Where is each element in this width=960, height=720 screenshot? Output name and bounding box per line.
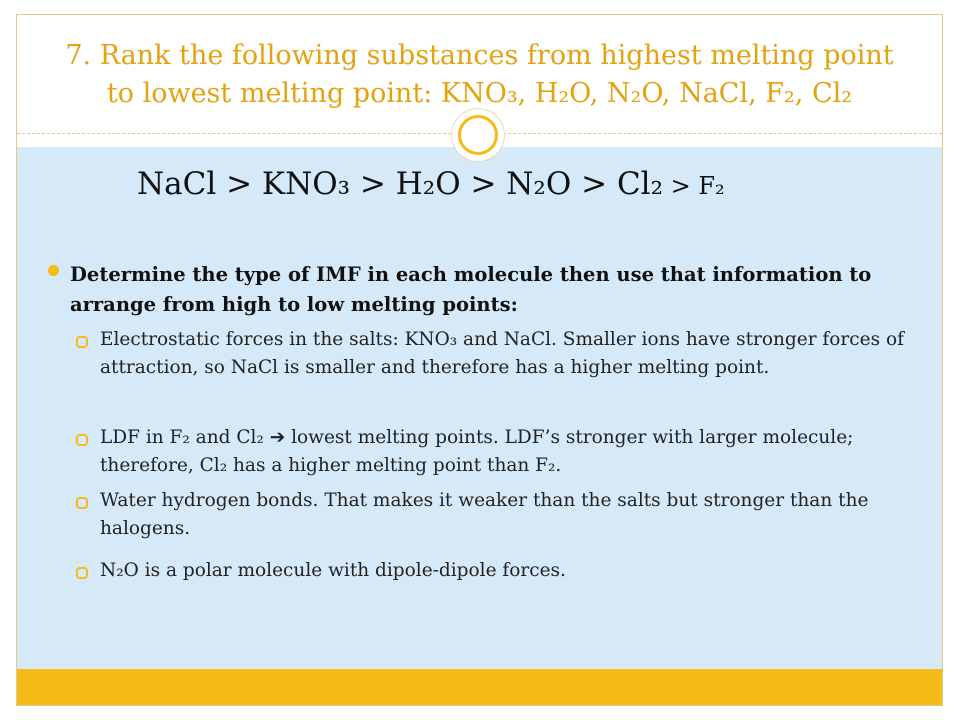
sub-bullet-ldf: LDF in F₂ and Cl₂ ➔ lowest melting points. LDF’s stronger with larger molecule; therefore, Cl₂ has a higher melting point than F₂. bbox=[100, 427, 854, 476]
hollow-square-bullet-icon bbox=[76, 497, 88, 509]
sub-bullet-n2o: N₂O is a polar molecule with dipole-dipole forces. bbox=[100, 560, 566, 581]
main-bullet-text: Determine the type of IMF in each molecule then use that information to arrange from high to low melting points: bbox=[70, 263, 872, 316]
ranking-main: NaCl > KNO₃ > H₂O > N₂O > Cl₂ bbox=[137, 166, 664, 202]
circle-ring-inner bbox=[458, 115, 498, 155]
slide-title bbox=[57, 37, 902, 113]
hollow-square-bullet-icon bbox=[76, 567, 88, 579]
sub-bullet-electrostatic: Electrostatic forces in the salts: KNO₃ and NaCl. Smaller ions have stronger forces of attraction, so NaCl is smaller and therefore has a higher melting point. bbox=[100, 329, 904, 378]
content-area bbox=[17, 147, 942, 669]
melting-point-ranking bbox=[137, 166, 725, 202]
ranking-tail: > F₂ bbox=[663, 172, 725, 200]
circle-ring-icon bbox=[452, 109, 504, 161]
hollow-square-bullet-icon bbox=[76, 336, 88, 348]
sub-bullet-water: Water hydrogen bonds. That makes it weaker than the salts but stronger than the halogens. bbox=[100, 490, 869, 539]
title-line-1: 7. Rank the following substances from highest melting point bbox=[65, 40, 894, 71]
hollow-square-bullet-icon bbox=[76, 434, 88, 446]
filled-circle-bullet-icon bbox=[48, 265, 59, 276]
bottom-accent-bar bbox=[17, 669, 942, 705]
title-line-2: to lowest melting point: KNO₃, H₂O, N₂O, NaCl, F₂, Cl₂ bbox=[106, 78, 853, 109]
